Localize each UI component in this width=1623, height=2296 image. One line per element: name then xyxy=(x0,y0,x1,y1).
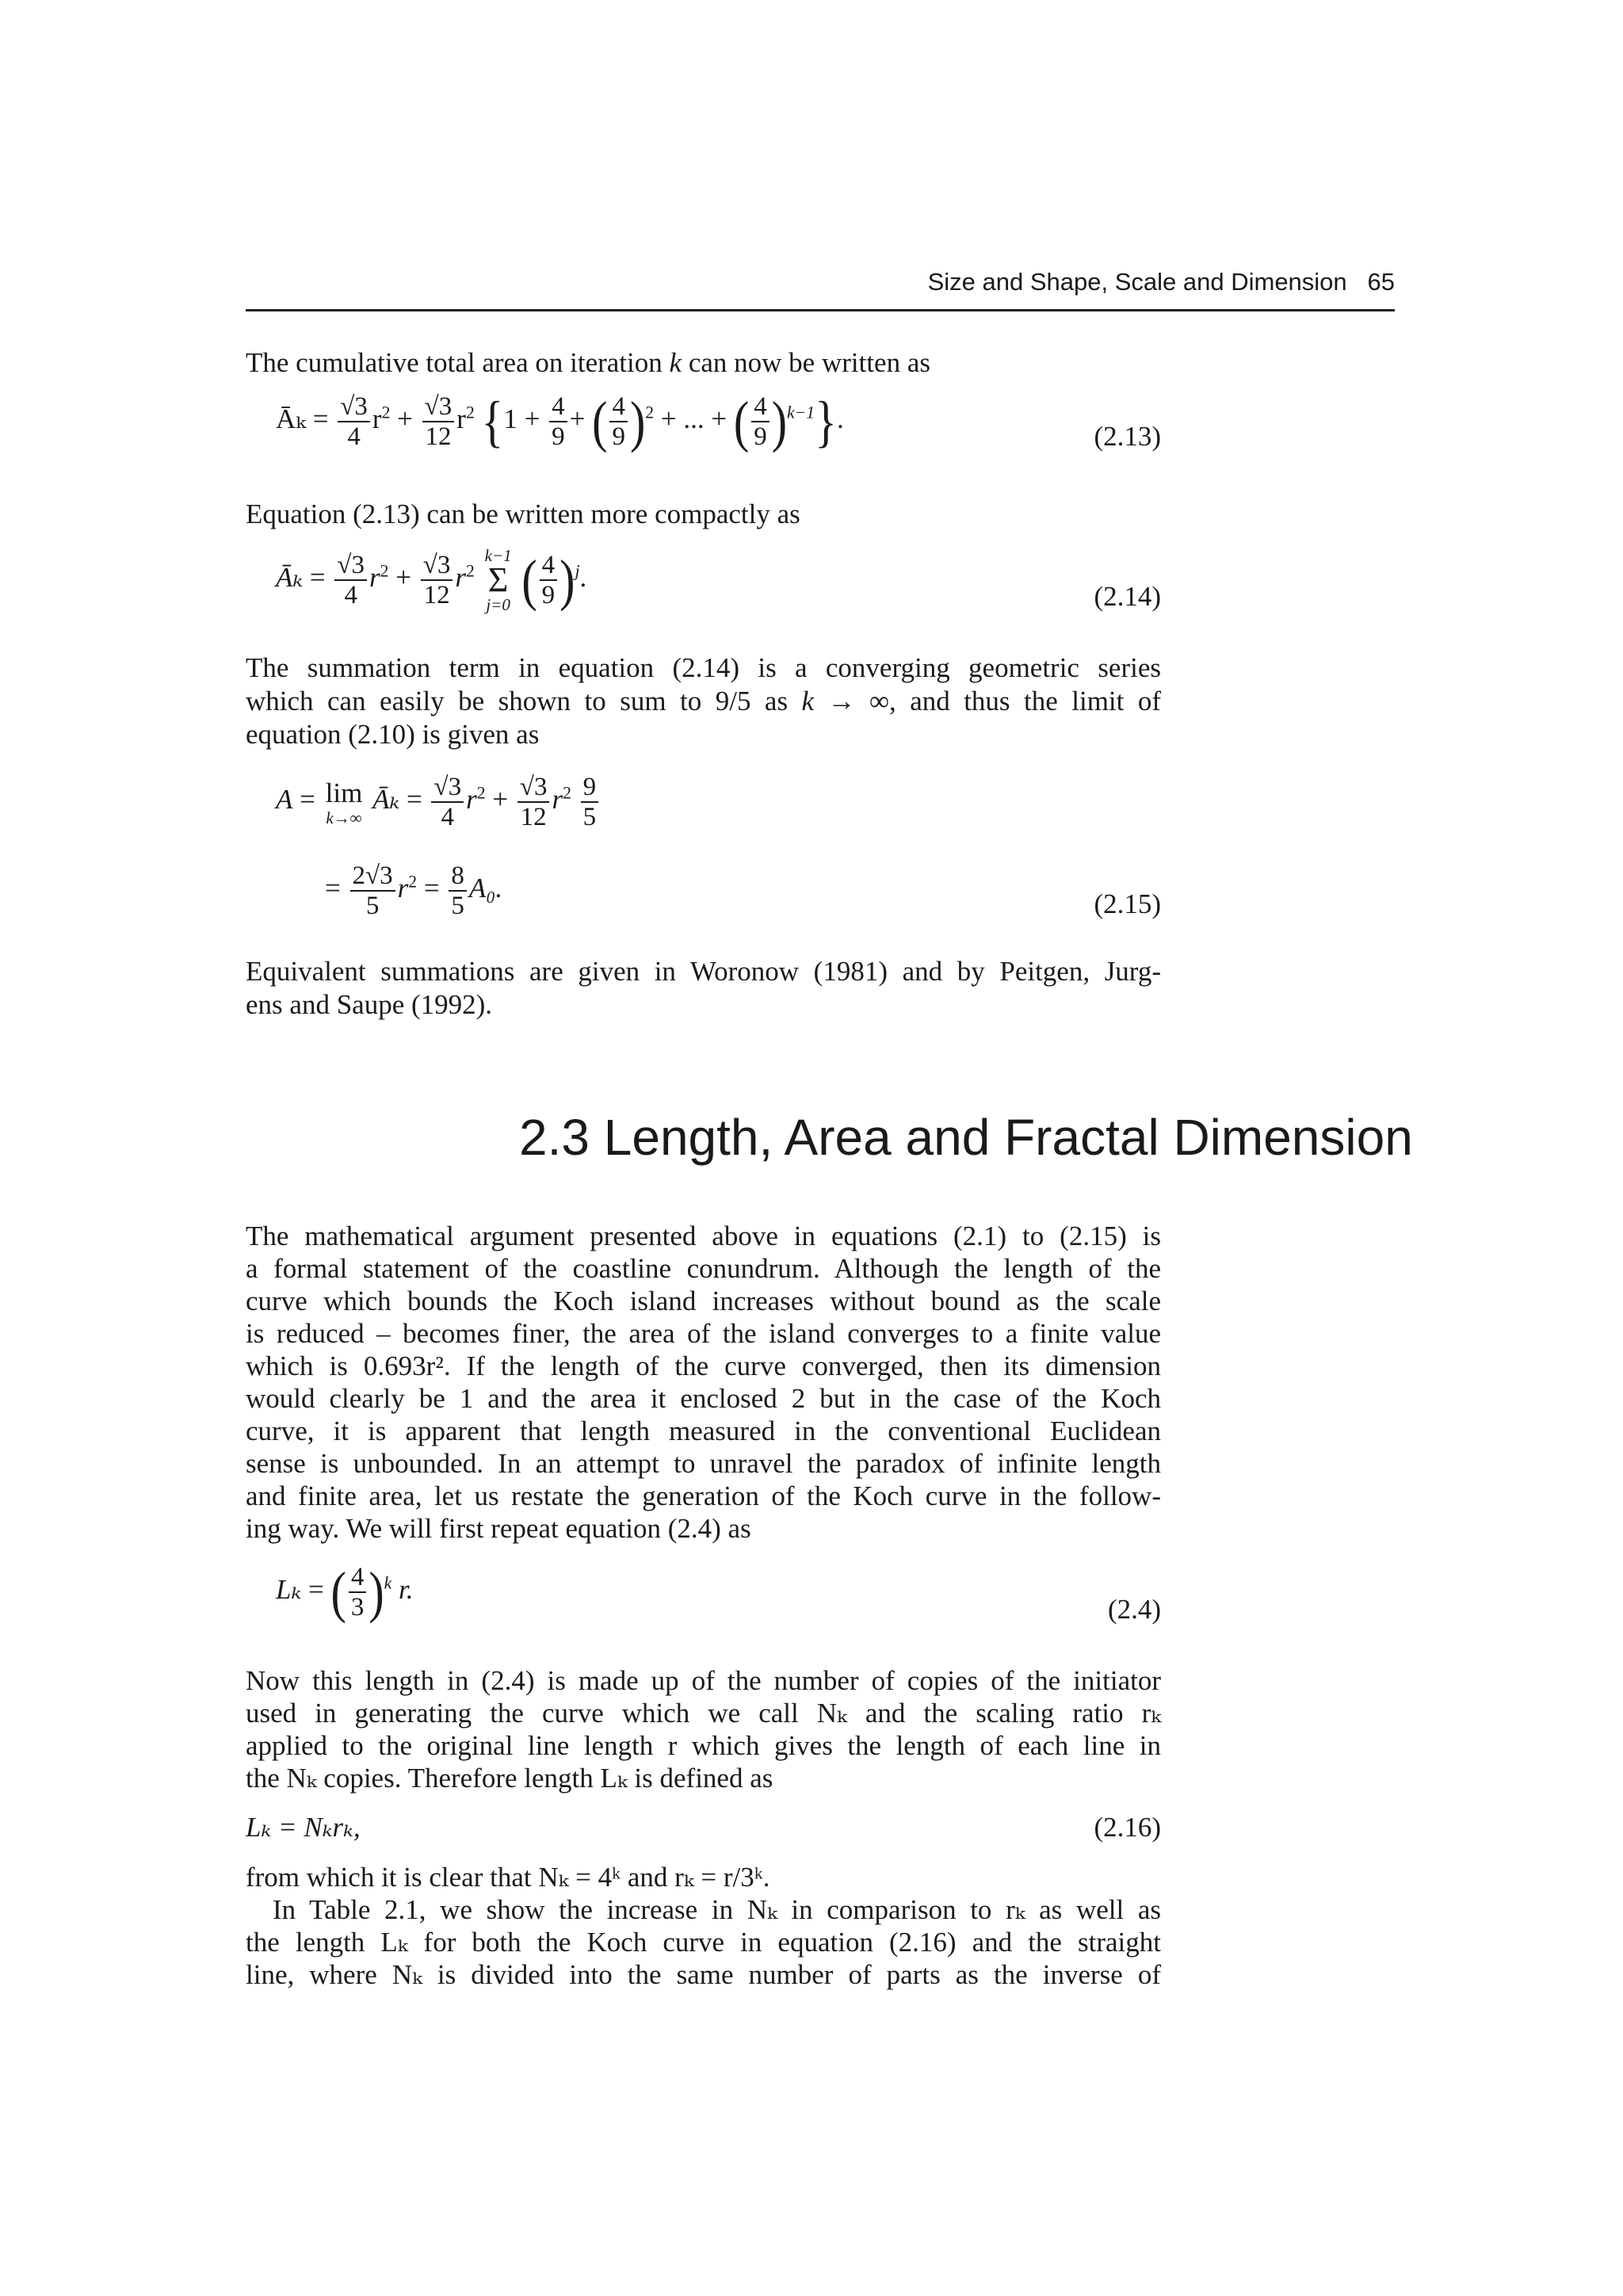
body-line: used in generating the curve which we call Nₖ and the scaling ratio rₖ xyxy=(246,1698,1161,1729)
running-head-title: Size and Shape, Scale and Dimension xyxy=(927,268,1347,296)
page-number: 65 xyxy=(1367,268,1395,296)
body-line: In Table 2.1, we show the increase in Nₖ in comparison to rₖ as well as xyxy=(273,1894,1161,1925)
section-heading: 2.3 Length, Area and Fractal Dimension xyxy=(519,1109,1413,1166)
body-line: and finite area, let us restate the generation of the Koch curve in the follow- xyxy=(246,1480,1161,1511)
body-line: the length Lₖ for both the Koch curve in equation (2.16) and the straight xyxy=(246,1927,1161,1958)
body-line: would clearly be 1 and the area it enclosed 2 but in the case of the Koch xyxy=(246,1383,1161,1414)
paragraph-intro: The cumulative total area on iteration k can now be written as xyxy=(246,347,930,378)
body-line: ing way. We will first repeat equation (2.4) as xyxy=(246,1513,751,1544)
body-line: is reduced – becomes finer, the area of the island converges to a finite value xyxy=(246,1318,1161,1349)
body-line: from which it is clear that Nₖ = 4ᵏ and rₖ = r/3ᵏ. xyxy=(246,1862,770,1893)
paragraph-compact: Equation (2.13) can be written more compactly as xyxy=(246,499,800,529)
paragraph-summation-l1: The summation term in equation (2.14) is a converging geometric series xyxy=(246,652,1161,683)
running-head-text xyxy=(928,268,1395,296)
equation-number-2-14: (2.14) xyxy=(1094,581,1161,612)
body-line: curve, it is apparent that length measured in the conventional Euclidean xyxy=(246,1415,1161,1446)
paragraph-summation-l3: equation (2.10) is given as xyxy=(246,719,540,750)
body-line: a formal statement of the coastline conundrum. Although the length of the xyxy=(246,1253,1161,1284)
body-line: curve which bounds the Koch island increases without bound as the scale xyxy=(246,1286,1161,1316)
body-line: The mathematical argument presented above in equations (2.1) to (2.15) is xyxy=(246,1221,1161,1251)
paragraph-summation-l2: which can easily be shown to sum to 9/5 as k → ∞, and thus the limit of xyxy=(246,686,1161,716)
equation-2-15-line1: A = lim k→∞ Āₖ = $\frac{√3}{4}$ $r^2$ + $\frac{√3}{12}$ $r^2$ $\frac{9}{5}$ xyxy=(276,773,601,831)
running-head xyxy=(246,268,1395,311)
equation-number-2-13: (2.13) xyxy=(1094,421,1161,452)
equation-number-2-15: (2.15) xyxy=(1094,888,1161,919)
equation-2-14: Āₖ = $\frac{√3}{4}$ $r^2$ + $\frac{√3}{12}$ $r^2$ k−1 Σ j=0 ( $\frac{4}{9}$ )$^j$. xyxy=(276,546,587,614)
body-line: applied to the original line length r which gives the length of each line in xyxy=(246,1730,1161,1761)
body-line: sense is unbounded. In an attempt to unravel the paradox of infinite length xyxy=(246,1448,1161,1479)
body-line: Now this length in (2.4) is made up of the number of copies of the initiator xyxy=(246,1665,1161,1696)
equation-number-2-4: (2.4) xyxy=(1107,1594,1161,1625)
body-line: the Nₖ copies. Therefore length Lₖ is defined as xyxy=(246,1763,773,1794)
equation-number-2-16: (2.16) xyxy=(1094,1812,1161,1843)
equation-2-15-line2: = $\frac{2√3}{5}$ $r^2$ = $\frac{8}{5}$ A₀. xyxy=(325,861,503,920)
paragraph-equivalent-l2: ens and Saupe (1992). xyxy=(246,989,493,1020)
equation-2-13: Āₖ = $\frac{√3}{4}$ $r^2$ + $\frac{√3}{12}$ $r^2$ {1 + $\frac{4}{9}$ + ( $\frac{4}{9}$ )$^2$ + ... + ( $\frac{4}{9}$ )$^{k-1}$}. xyxy=(276,388,844,453)
body-line: which is 0.693r². If the length of the curve converged, then its dimension xyxy=(246,1350,1161,1381)
body-line: line, where Nₖ is divided into the same number of parts as the inverse of xyxy=(246,1959,1161,1990)
paragraph-equivalent-l1: Equivalent summations are given in Woronow (1981) and by Peitgen, Jurg- xyxy=(246,956,1161,987)
equation-2-4: Lₖ = ( $\frac{4}{3}$ )$^k$ r. xyxy=(276,1559,414,1624)
equation-2-16: Lₖ = Nₖrₖ, xyxy=(246,1812,361,1843)
